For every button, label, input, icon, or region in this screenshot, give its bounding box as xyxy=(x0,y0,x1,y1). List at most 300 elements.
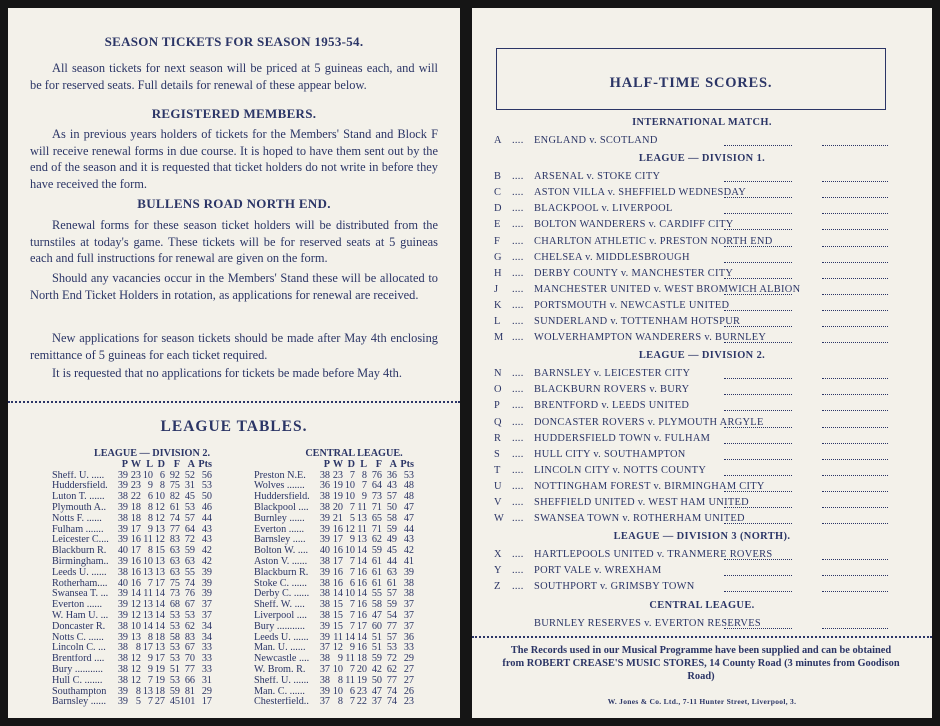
fixture-leader-dots: .... xyxy=(512,384,524,396)
stat-cell: 38 xyxy=(117,653,128,665)
column-header: F xyxy=(375,458,382,470)
stat-cell: 68 xyxy=(169,599,180,611)
half-time-title-box xyxy=(496,48,886,110)
fixture-row xyxy=(486,565,906,579)
stat-cell: 7 xyxy=(349,469,355,481)
fixture-row xyxy=(486,549,906,563)
score-blank-2 xyxy=(822,342,888,343)
stat-cell: 9 xyxy=(349,534,355,546)
fixture-teams: ENGLAND v. SCOTLAND xyxy=(534,135,658,146)
stat-cell: 16 xyxy=(130,534,141,546)
score-blank-2 xyxy=(822,229,888,230)
stat-cell: 39 xyxy=(117,501,128,513)
stat-cell: 13 xyxy=(142,566,153,578)
stat-cell: 38 xyxy=(319,674,330,686)
stat-cell: 18 xyxy=(356,653,367,665)
column-header: Pts xyxy=(198,458,212,470)
fixture-leader-dots: .... xyxy=(512,549,524,561)
stat-cell: 56 xyxy=(201,469,212,481)
stat-cell: 43 xyxy=(403,534,414,546)
stat-cell: 59 xyxy=(371,653,382,665)
team-name-cell: Sheff. U. ...... xyxy=(254,675,309,686)
stat-cell: 9 xyxy=(147,663,153,675)
stat-cell: 58 xyxy=(371,599,382,611)
stat-cell: 39 xyxy=(319,620,330,632)
stat-cell: 53 xyxy=(169,653,180,665)
score-blank-2 xyxy=(822,378,888,379)
fixture-letter: T xyxy=(494,464,501,476)
stat-cell: 10 xyxy=(344,480,355,492)
team-name-cell: Notts F. ...... xyxy=(52,513,102,524)
stat-cell: 8 xyxy=(147,501,153,513)
stat-cell: 17 xyxy=(154,653,165,665)
bullens-road-title: BULLENS ROAD NORTH END. xyxy=(137,196,331,211)
fixture-row xyxy=(486,284,906,298)
stat-cell: 51 xyxy=(169,663,180,675)
fixture-leader-dots: .... xyxy=(512,332,524,344)
stat-cell: 19 xyxy=(154,674,165,686)
stat-cell: 39 xyxy=(117,480,128,492)
stat-cell: 38 xyxy=(319,609,330,621)
score-blank-1 xyxy=(724,310,792,311)
team-name-cell: Burnley ...... xyxy=(254,513,305,524)
stat-cell: 20 xyxy=(356,663,367,675)
stat-cell: 19 xyxy=(332,480,343,492)
table-row xyxy=(52,622,252,633)
team-name-cell: Derby C. ...... xyxy=(254,589,310,600)
stat-cell: 18 xyxy=(154,685,165,697)
stat-cell: 38 xyxy=(117,491,128,503)
score-blank-2 xyxy=(822,145,888,146)
team-name-cell: Sheff. W. .... xyxy=(254,600,305,611)
team-name-cell: Aston V. ...... xyxy=(254,556,308,567)
stat-cell: 37 xyxy=(403,620,414,632)
table-row xyxy=(52,697,252,708)
section-divider xyxy=(8,401,460,403)
column-header-blank xyxy=(52,460,115,471)
fixture-letter: M xyxy=(494,332,504,344)
fixture-teams: BOLTON WANDERERS v. CARDIFF CITY xyxy=(534,219,734,231)
stat-cell: 73 xyxy=(371,491,382,503)
team-name-cell: Birmingham.. xyxy=(52,556,109,567)
stat-cell: 38 xyxy=(117,663,128,675)
stat-cell: 55 xyxy=(184,566,195,578)
fixture-section-title: LEAGUE — DIVISION 1. xyxy=(638,153,766,165)
fixture-teams: ARSENAL v. STOKE CITY xyxy=(534,171,661,183)
stat-cell: 29 xyxy=(403,653,414,665)
stat-cell: 61 xyxy=(169,501,180,513)
stat-cell: 63 xyxy=(184,555,195,567)
stat-cell: 17 xyxy=(201,696,212,708)
table-row xyxy=(254,697,454,708)
fixture-letter: C xyxy=(494,187,502,199)
fixture-leader-dots: .... xyxy=(512,565,524,577)
fixture-leader-dots: .... xyxy=(512,219,524,231)
stat-cell: 39 xyxy=(117,599,128,611)
stat-cell: 77 xyxy=(386,620,397,632)
stat-cell: 60 xyxy=(371,620,382,632)
score-blank-1 xyxy=(724,443,792,444)
stat-cell: 10 xyxy=(344,545,355,557)
team-name-cell: Barnsley ..... xyxy=(254,535,306,546)
fixture-teams: SHEFFIELD UNITED v. WEST HAM UNITED xyxy=(534,497,749,508)
central-league-column-headers xyxy=(254,460,454,471)
stat-cell: 10 xyxy=(332,685,343,697)
records-divider xyxy=(472,636,932,638)
stat-cell: 14 xyxy=(356,631,367,643)
stat-cell: 31 xyxy=(201,674,212,686)
season-tickets-title: SEASON TICKETS FOR SEASON 1953-54. xyxy=(104,34,364,49)
stat-cell: 16 xyxy=(130,555,141,567)
score-blank-2 xyxy=(822,427,888,428)
fixture-letter: Z xyxy=(494,581,501,593)
stat-cell: 39 xyxy=(117,631,128,643)
stat-cell: 14 xyxy=(142,620,153,632)
team-name-cell: Huddersfield. xyxy=(254,492,310,503)
stat-cell: 13 xyxy=(154,642,165,654)
fixture-letter: Y xyxy=(494,565,502,577)
fixture-teams: PORT VALE v. WREXHAM xyxy=(534,565,662,577)
stat-cell: 64 xyxy=(371,480,382,492)
division-2-heading: LEAGUE — DIVISION 2. xyxy=(93,448,211,459)
column-header: W xyxy=(332,458,343,470)
stat-cell: 57 xyxy=(386,491,397,503)
stat-cell: 13 xyxy=(142,599,153,611)
stat-cell: 74 xyxy=(169,512,180,524)
stat-cell: 53 xyxy=(386,642,397,654)
stat-cell: 34 xyxy=(201,620,212,632)
fixture-row xyxy=(486,513,906,527)
stat-cell: 83 xyxy=(184,631,195,643)
stat-cell: 9 xyxy=(349,642,355,654)
fixture-teams: DERBY COUNTY v. MANCHESTER CITY xyxy=(534,267,734,279)
stat-cell: 59 xyxy=(386,599,397,611)
fixture-letter: W xyxy=(494,513,505,525)
stat-cell: 12 xyxy=(332,642,343,654)
score-blank-2 xyxy=(822,262,888,263)
stat-cell: 14 xyxy=(356,588,367,600)
stat-cell: 38 xyxy=(319,501,330,513)
fixture-leader-dots: .... xyxy=(512,416,524,428)
stat-cell: 13 xyxy=(356,534,367,546)
stat-cell: 58 xyxy=(386,512,397,524)
stat-cell: 39 xyxy=(117,555,128,567)
stat-cell: 38 xyxy=(117,512,128,524)
stat-cell: 37 xyxy=(403,609,414,621)
stat-cell: 13 xyxy=(356,512,367,524)
stat-cell: 31 xyxy=(184,480,195,492)
stat-cell: 37 xyxy=(319,642,330,654)
stat-cell: 39 xyxy=(117,523,128,535)
team-name-cell: Blackburn R. xyxy=(254,567,309,578)
stat-cell: 13 xyxy=(130,631,141,643)
score-blank-2 xyxy=(822,491,888,492)
stat-cell: 51 xyxy=(371,642,382,654)
stat-cell: 7 xyxy=(349,620,355,632)
stat-cell: 61 xyxy=(386,577,397,589)
stat-cell: 38 xyxy=(319,491,330,503)
stat-cell: 72 xyxy=(184,534,195,546)
stat-cell: 7 xyxy=(361,480,367,492)
stat-cell: 6 xyxy=(349,577,355,589)
records-note: The Records used in our Musical Programme have been supplied and can be obtained from ROBERT CREASE'S MUSIC STORES, 14 County Road (3 minutes from Goodison Road) xyxy=(502,645,900,682)
fixture-row xyxy=(486,252,906,266)
stat-cell: 42 xyxy=(371,663,382,675)
stat-cell: 53 xyxy=(184,609,195,621)
stat-cell: 38 xyxy=(403,588,414,600)
fixture-teams: BRENTFORD v. LEEDS UNITED xyxy=(534,400,690,412)
stat-cell: 48 xyxy=(403,491,414,503)
stat-cell: 37 xyxy=(201,599,212,611)
stat-cell: 12 xyxy=(154,534,165,546)
stat-cell: 7 xyxy=(349,501,355,513)
fixture-leader-dots: .... xyxy=(512,235,524,247)
stat-cell: 47 xyxy=(403,512,414,524)
stat-cell: 13 xyxy=(154,566,165,578)
stat-cell: 11 xyxy=(357,501,367,513)
division-2-column-headers xyxy=(52,460,252,471)
fixture-leader-dots: .... xyxy=(512,400,524,412)
fixture-leader-dots: .... xyxy=(512,368,524,380)
stat-cell: 27 xyxy=(403,663,414,675)
stat-cell: 39 xyxy=(201,577,212,589)
team-name-cell: Bolton W. .... xyxy=(254,546,309,557)
table-row xyxy=(52,676,252,687)
fixture-leader-dots: .... xyxy=(512,432,524,444)
stat-cell: 39 xyxy=(201,566,212,578)
stat-cell: 38 xyxy=(319,577,330,589)
fixture-row xyxy=(486,219,906,233)
score-blank-1 xyxy=(724,145,792,146)
stat-cell: 8 xyxy=(135,642,141,654)
stat-cell: 76 xyxy=(184,588,195,600)
stat-cell: 38 xyxy=(403,577,414,589)
stat-cell: 61 xyxy=(371,577,382,589)
stat-cell: 53 xyxy=(169,674,180,686)
team-name-cell: Leicester C.... xyxy=(52,535,109,546)
stat-cell: 43 xyxy=(386,480,397,492)
team-name-cell: Man. U. ...... xyxy=(254,643,306,654)
stat-cell: 7 xyxy=(349,555,355,567)
stat-cell: 23 xyxy=(356,685,367,697)
stat-cell: 45 xyxy=(184,491,195,503)
fixture-row xyxy=(486,236,906,250)
stat-cell: 9 xyxy=(337,653,343,665)
stat-cell: 74 xyxy=(386,685,397,697)
stat-cell: 16 xyxy=(332,523,343,535)
fixture-leader-dots: .... xyxy=(512,251,524,263)
stat-cell: 18 xyxy=(130,501,141,513)
stat-cell: 53 xyxy=(169,620,180,632)
stat-cell: 36 xyxy=(386,469,397,481)
stat-cell: 70 xyxy=(184,653,195,665)
stat-cell: 42 xyxy=(201,545,212,557)
team-name-cell: Doncaster R. xyxy=(52,621,106,632)
stat-cell: 12 xyxy=(154,512,165,524)
stat-cell: 16 xyxy=(356,642,367,654)
score-blank-1 xyxy=(724,278,792,279)
stat-cell: 83 xyxy=(169,534,180,546)
stat-cell: 5 xyxy=(135,696,141,708)
request-note-paragraph: It is requested that no applications for tickets be made before May 4th. xyxy=(52,366,402,380)
fixture-teams: BARNSLEY v. LEICESTER CITY xyxy=(534,368,691,380)
column-header: Pts xyxy=(400,458,414,470)
stat-cell: 16 xyxy=(356,577,367,589)
team-name-cell: Preston N.E. xyxy=(254,470,306,481)
team-name-cell: Blackburn R. xyxy=(52,546,107,557)
stat-cell: 64 xyxy=(184,523,195,535)
stat-cell: 38 xyxy=(319,588,330,600)
fixture-row xyxy=(486,618,906,632)
team-name-cell: Fulham ....... xyxy=(52,524,104,535)
stat-cell: 57 xyxy=(184,512,195,524)
stat-cell: 47 xyxy=(371,609,382,621)
stat-cell: 50 xyxy=(386,501,397,513)
score-blank-2 xyxy=(822,394,888,395)
stat-cell: 13 xyxy=(154,555,165,567)
score-blank-2 xyxy=(822,475,888,476)
fixture-leader-dots: .... xyxy=(512,513,524,525)
stat-cell: 58 xyxy=(169,631,180,643)
stat-cell: 16 xyxy=(356,566,367,578)
stat-cell: 13 xyxy=(142,609,153,621)
score-blank-1 xyxy=(724,181,792,182)
stat-cell: 37 xyxy=(319,663,330,675)
stat-cell: 6 xyxy=(349,685,355,697)
fixture-teams: BLACKBURN ROVERS v. BURY xyxy=(534,384,690,396)
fixture-teams: PORTSMOUTH v. NEWCASTLE UNITED xyxy=(534,299,730,311)
stat-cell: 39 xyxy=(319,685,330,697)
stat-cell: 39 xyxy=(319,534,330,546)
stat-cell: 14 xyxy=(154,609,165,621)
fixture-letter: D xyxy=(494,203,502,215)
left-page xyxy=(8,8,460,718)
score-blank-2 xyxy=(822,197,888,198)
team-name-cell: W. Brom. R. xyxy=(254,664,306,675)
stat-cell: 10 xyxy=(344,588,355,600)
stat-cell: 40 xyxy=(319,545,330,557)
stat-cell: 67 xyxy=(184,599,195,611)
team-name-cell: Everton ...... xyxy=(254,524,305,535)
fixture-letter: B xyxy=(494,171,502,183)
stat-cell: 75 xyxy=(169,577,180,589)
stat-cell: 82 xyxy=(169,491,180,503)
stat-cell: 15 xyxy=(332,599,343,611)
fixture-row xyxy=(486,187,906,201)
score-blank-1 xyxy=(724,459,792,460)
stat-cell: 13 xyxy=(154,523,165,535)
stat-cell: 18 xyxy=(130,512,141,524)
score-blank-2 xyxy=(822,507,888,508)
fixture-letter: H xyxy=(494,267,502,279)
fixture-row xyxy=(486,384,906,398)
stat-cell: 12 xyxy=(344,523,355,535)
fixture-section-title: LEAGUE — DIVISION 3 (NORTH). xyxy=(613,531,791,543)
stat-cell: 40 xyxy=(117,545,128,557)
stat-cell: 14 xyxy=(130,588,141,600)
season-tickets-paragraph: All season tickets for next season will be priced at 5 guineas each, and will be for reserved seats. Full details for renewal of these appear below. xyxy=(30,61,438,92)
fixture-letter: J xyxy=(494,283,499,295)
stat-cell: 59 xyxy=(169,685,180,697)
stat-cell: 47 xyxy=(371,685,382,697)
fixture-teams: HULL CITY v. SOUTHAMPTON xyxy=(534,448,686,460)
fixture-row xyxy=(486,417,906,431)
registered-members-paragraph: As in previous years holders of tickets for the Members' Stand and Block F will receive renewal forms in due course. It is hoped to have them sent out by the end of the season and it is requested that ticket holders do not write in before they have received the form. xyxy=(30,127,438,191)
fixture-leader-dots: .... xyxy=(512,203,524,215)
central-league-heading: CENTRAL LEAGUE. xyxy=(305,448,403,459)
fixture-leader-dots: .... xyxy=(512,581,524,593)
fixture-letter: G xyxy=(494,251,502,263)
stat-cell: 81 xyxy=(184,685,195,697)
stat-cell: 27 xyxy=(154,696,165,708)
stat-cell: 38 xyxy=(319,555,330,567)
registered-members-title: REGISTERED MEMBERS. xyxy=(151,106,317,121)
stat-cell: 12 xyxy=(154,501,165,513)
stat-cell: 66 xyxy=(184,674,195,686)
stat-cell: 23 xyxy=(130,469,141,481)
stat-cell: 12 xyxy=(130,599,141,611)
stat-cell: 10 xyxy=(130,620,141,632)
stat-cell: 22 xyxy=(130,491,141,503)
stat-cell: 53 xyxy=(403,469,414,481)
score-blank-2 xyxy=(822,181,888,182)
team-name-cell: Leeds U. ...... xyxy=(52,567,107,578)
stat-cell: 50 xyxy=(371,674,382,686)
fixture-row xyxy=(486,203,906,217)
stat-cell: 39 xyxy=(319,512,330,524)
score-blank-2 xyxy=(822,294,888,295)
stat-cell: 33 xyxy=(201,653,212,665)
stat-cell: 57 xyxy=(386,588,397,600)
fixture-teams: HUDDERSFIELD TOWN v. FULHAM xyxy=(534,432,711,444)
stat-cell: 92 xyxy=(169,469,180,481)
stat-cell: 7 xyxy=(147,696,153,708)
stat-cell: 14 xyxy=(154,620,165,632)
stat-cell: 14 xyxy=(344,631,355,643)
stat-cell: 72 xyxy=(386,653,397,665)
stat-cell: 23 xyxy=(130,480,141,492)
stat-cell: 16 xyxy=(332,577,343,589)
stat-cell: 16 xyxy=(356,599,367,611)
stat-cell: 19 xyxy=(154,663,165,675)
table-row xyxy=(52,514,252,525)
stat-cell: 40 xyxy=(117,577,128,589)
stat-cell: 16 xyxy=(332,566,343,578)
team-name-cell: Stoke C. ...... xyxy=(254,578,307,589)
stat-cell: 10 xyxy=(332,663,343,675)
team-name-cell: Sheff. U. ..... xyxy=(52,470,105,481)
stat-cell: 38 xyxy=(319,653,330,665)
stat-cell: 39 xyxy=(201,588,212,600)
fixture-teams: DONCASTER ROVERS v. PLYMOUTH ARGYLE xyxy=(534,416,764,428)
stat-cell: 33 xyxy=(201,663,212,675)
stat-cell: 73 xyxy=(169,588,180,600)
half-time-title: HALF-TIME SCORES. xyxy=(609,75,773,91)
stat-cell: 77 xyxy=(184,663,195,675)
stat-cell: 17 xyxy=(332,555,343,567)
stat-cell: 44 xyxy=(386,555,397,567)
score-blank-2 xyxy=(822,591,888,592)
stat-cell: 7 xyxy=(147,674,153,686)
stat-cell: 62 xyxy=(184,620,195,632)
stat-cell: 18 xyxy=(154,631,165,643)
fixture-row xyxy=(486,481,906,495)
stat-cell: 10 xyxy=(142,469,153,481)
stat-cell: 11 xyxy=(333,631,343,643)
stat-cell: 6 xyxy=(147,491,153,503)
stat-cell: 14 xyxy=(356,545,367,557)
stat-cell: 37 xyxy=(319,696,330,708)
